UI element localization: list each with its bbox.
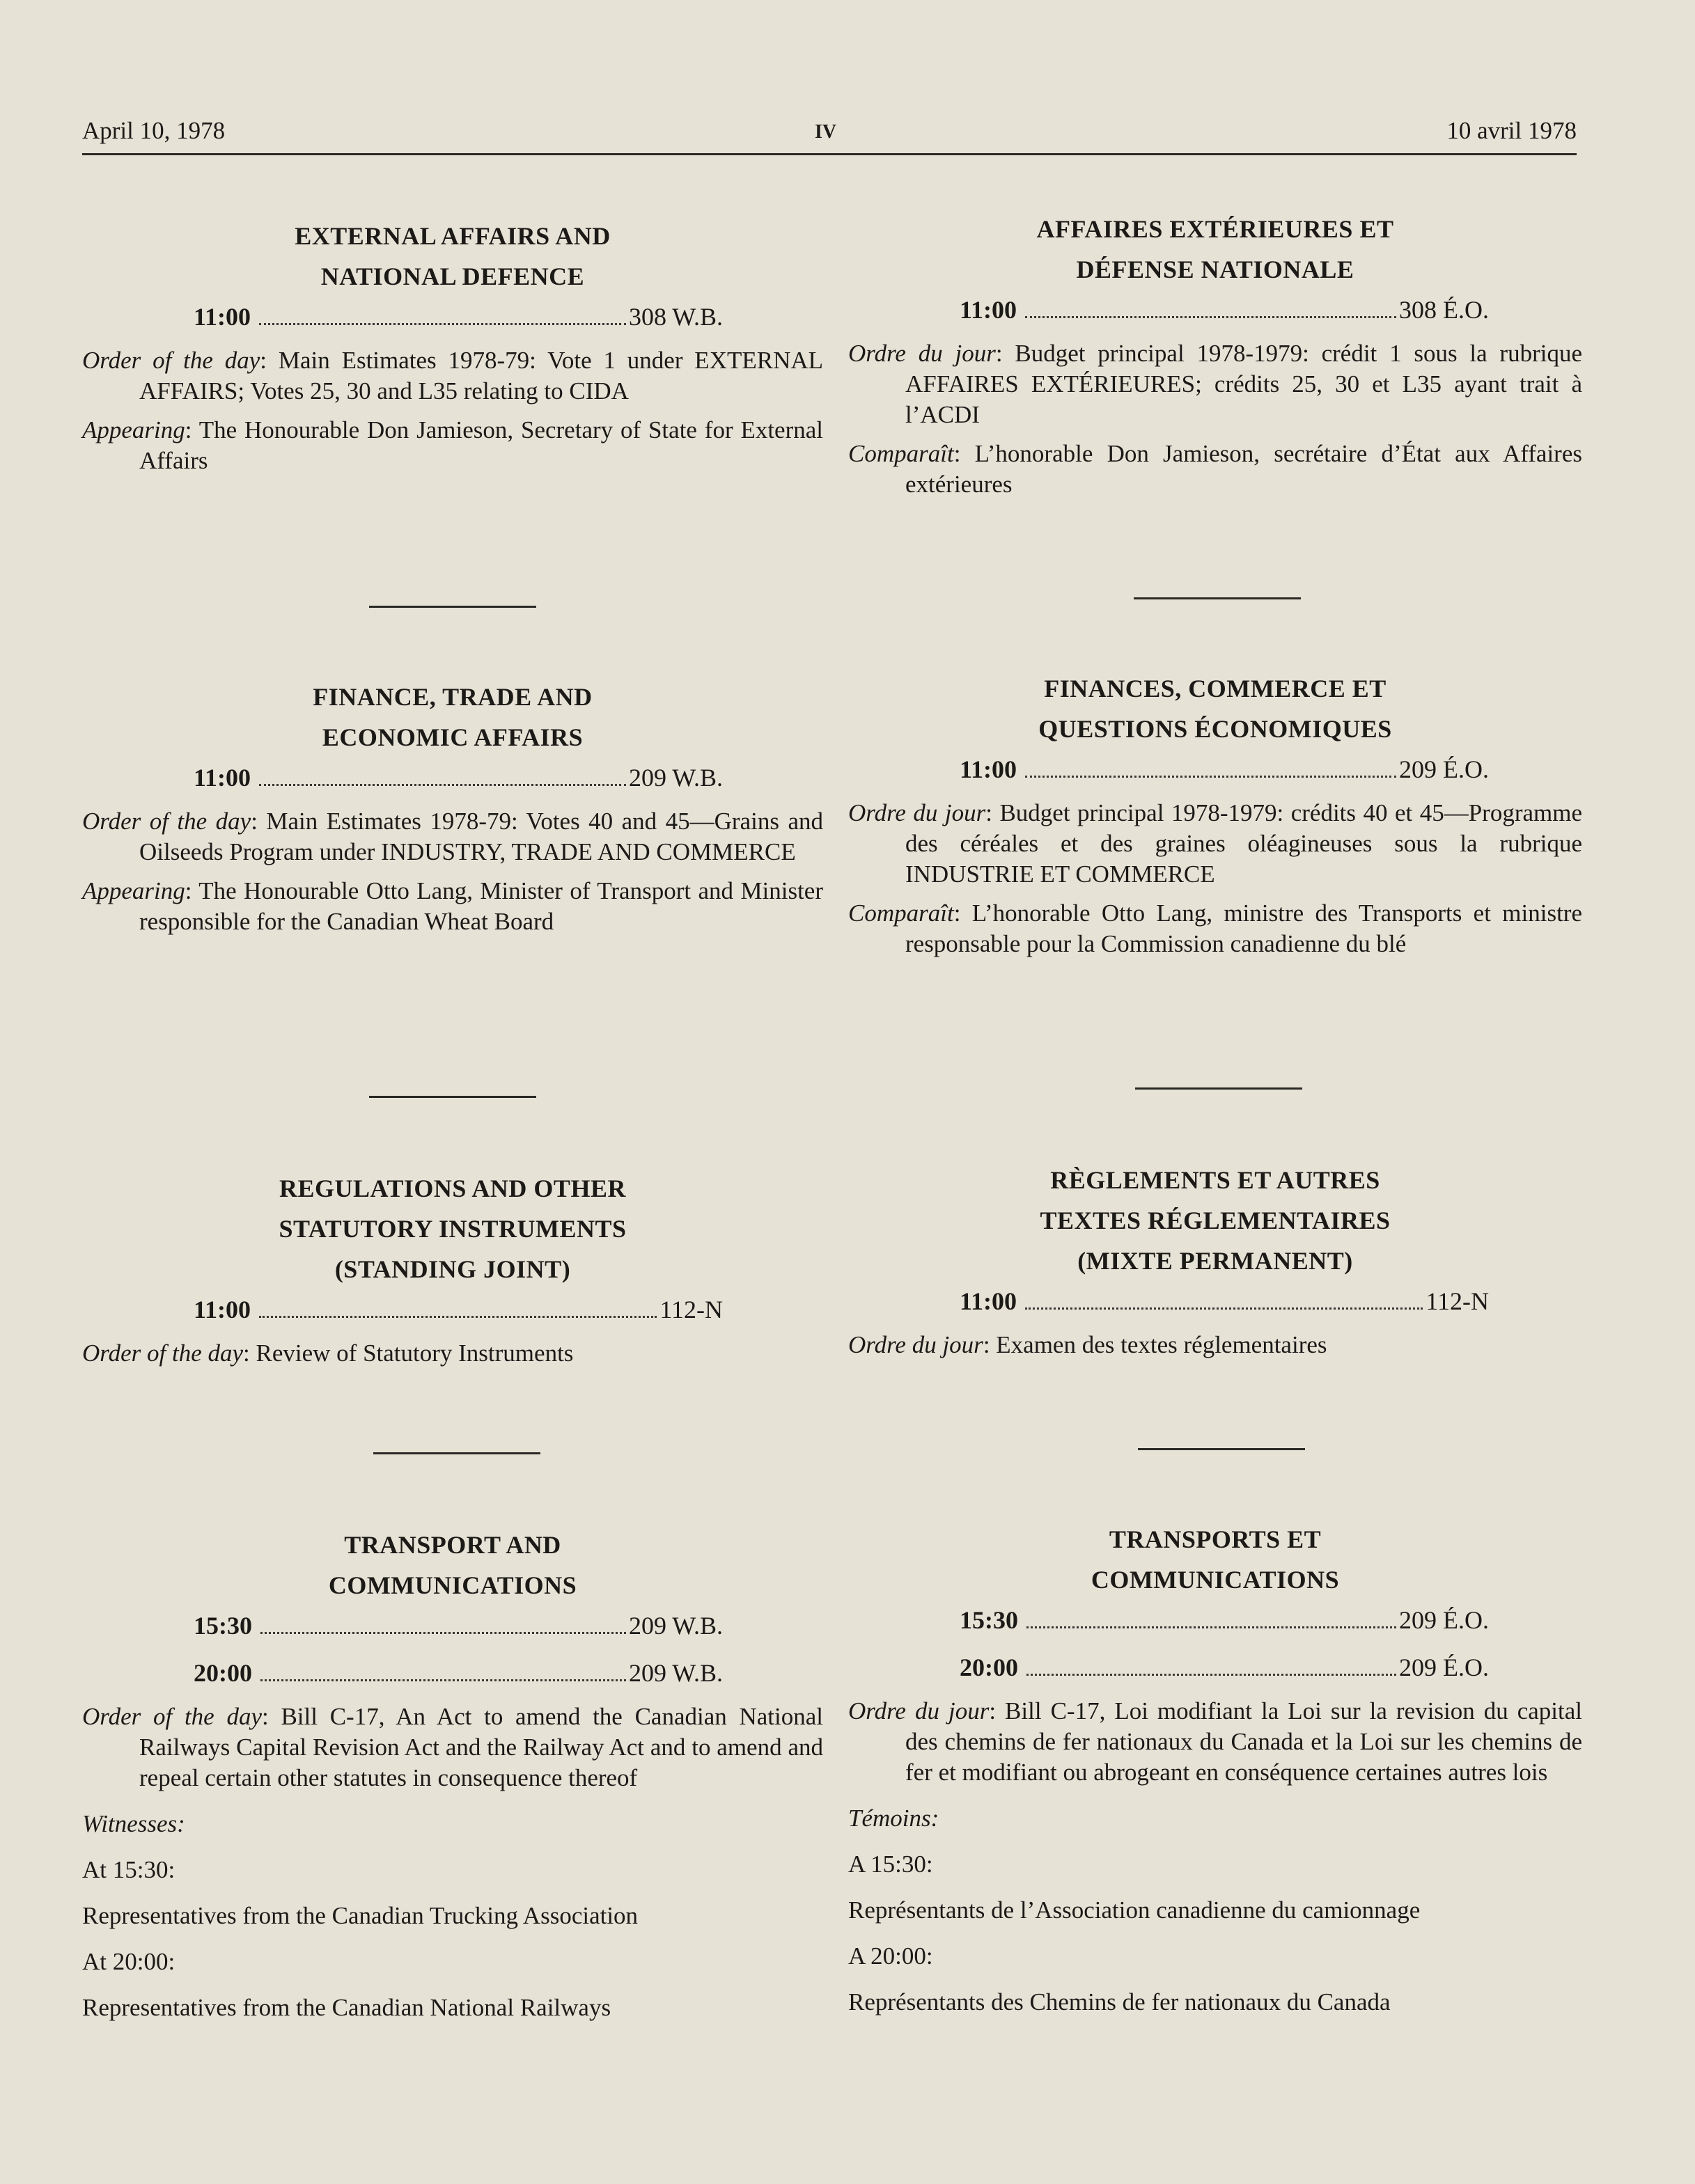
dot-leader — [260, 1632, 626, 1634]
order-text: : Main Estimates 1978-79: Vote 1 under EXTERNAL AFFAIRS; Votes 25, 30 and L35 relating to CIDA — [139, 347, 823, 404]
section-divider — [369, 606, 536, 608]
section-title: ECONOMIC AFFAIRS — [322, 723, 584, 751]
order-of-day — [848, 338, 1582, 430]
meeting-time-row — [194, 297, 723, 337]
section-divider — [1135, 1087, 1302, 1090]
meeting-time: 11:00 — [960, 1287, 1017, 1315]
order-label: Order of the day — [82, 1703, 262, 1730]
witness-entry: Représentants des Chemins de fer nationaux du Canada — [848, 1988, 1391, 2016]
header-date-english: April 10, 1978 — [82, 117, 226, 144]
witnesses-label: Témoins: — [848, 1805, 939, 1832]
meeting-room: 209 W.B. — [628, 1612, 723, 1640]
order-text: : Main Estimates 1978-79: Votes 40 and 45—Grains and Oilseeds Program under INDUSTRY, TRADE AND COMMERCE — [139, 808, 823, 865]
dot-leader — [259, 1316, 657, 1318]
appearing-label: Appearing — [82, 877, 185, 904]
dot-leader — [259, 784, 626, 786]
section-title: RÈGLEMENTS ET AUTRES — [1050, 1166, 1380, 1194]
meeting-time-row — [194, 1605, 723, 1646]
dot-leader — [1025, 776, 1396, 778]
order-text: : Budget principal 1978-1979: crédit 1 sous la rubrique AFFAIRES EXTÉRIEURES; crédits 25, 30 et L35 ayant trait à l’ACDI — [905, 340, 1582, 428]
section-divider — [369, 1096, 536, 1098]
section-title: FINANCE, TRADE AND — [313, 683, 593, 711]
meeting-time-row — [960, 1647, 1489, 1688]
section-title: FINANCES, COMMERCE ET — [1044, 675, 1387, 702]
section-external-affairs — [82, 216, 823, 476]
order-label: Ordre du jour — [848, 340, 996, 367]
meeting-time: 15:30 — [194, 1612, 252, 1640]
meeting-room: 112-N — [659, 1296, 723, 1323]
witness-entry: Representatives from the Canadian National Railways — [82, 1994, 611, 2021]
section-title: STATUTORY INSTRUMENTS — [279, 1215, 627, 1243]
section-finance — [82, 677, 823, 937]
section-title: TEXTES RÉGLEMENTAIRES — [1040, 1207, 1391, 1234]
section-title: COMMUNICATIONS — [328, 1571, 577, 1599]
appearing-text: : The Honourable Otto Lang, Minister of Transport and Minister responsible for the Canadian Wheat Board — [139, 877, 823, 935]
section-transports — [848, 1519, 1582, 2018]
order-label: Ordre du jour — [848, 1697, 990, 1725]
order-of-day — [82, 1338, 823, 1369]
appearing-label: Comparaît — [848, 899, 954, 927]
appearing — [82, 876, 823, 937]
meeting-time-row — [194, 1653, 723, 1693]
witness-time: At 20:00: — [82, 1948, 175, 1975]
appearing — [848, 439, 1582, 500]
dot-leader — [1026, 1626, 1396, 1628]
meeting-time: 11:00 — [960, 296, 1017, 324]
section-title: QUESTIONS ÉCONOMIQUES — [1038, 715, 1392, 743]
meeting-time-row — [960, 1281, 1489, 1321]
order-of-day — [848, 798, 1582, 890]
section-title: AFFAIRES EXTÉRIEURES ET — [1036, 215, 1394, 243]
meeting-time-row — [960, 1600, 1489, 1640]
witnesses-label: Witnesses: — [82, 1810, 185, 1837]
meeting-room: 209 É.O. — [1399, 1653, 1489, 1681]
order-of-day — [848, 1696, 1582, 1788]
meeting-time-row — [960, 290, 1489, 330]
appearing-text: : The Honourable Don Jamieson, Secretary of State for External Affairs — [139, 416, 823, 474]
section-title: (STANDING JOINT) — [334, 1255, 571, 1283]
meeting-room: 209 W.B. — [628, 1659, 723, 1687]
order-of-day — [848, 1330, 1582, 1360]
order-label: Ordre du jour — [848, 1331, 983, 1358]
page-number: IV — [815, 121, 837, 143]
meeting-time: 15:30 — [960, 1606, 1018, 1634]
meeting-room: 112-N — [1425, 1287, 1489, 1315]
section-title: EXTERNAL AFFAIRS AND — [295, 222, 611, 250]
meeting-room: 308 W.B. — [628, 303, 723, 331]
meeting-time: 11:00 — [194, 1296, 251, 1323]
appearing-text: : L’honorable Otto Lang, ministre des Transports et ministre responsable pour la Commission canadienne du blé — [905, 899, 1582, 957]
meeting-room: 308 É.O. — [1399, 296, 1489, 324]
meeting-time-row — [960, 749, 1489, 789]
header-date-french: 10 avril 1978 — [1446, 117, 1577, 144]
order-text: : Review of Statutory Instruments — [243, 1340, 574, 1367]
meeting-time: 11:00 — [194, 303, 251, 331]
appearing — [848, 898, 1582, 959]
dot-leader — [1025, 1307, 1423, 1310]
order-text: : Budget principal 1978-1979: crédits 40 et 45—Programme des céréales et des graines oléagineuses sous la rubrique INDUSTRIE ET COMMERCE — [905, 799, 1582, 888]
order-of-day — [82, 345, 823, 407]
meeting-time: 20:00 — [194, 1659, 252, 1687]
witness-entry: Representatives from the Canadian Trucking Association — [82, 1902, 639, 1929]
section-title: TRANSPORTS ET — [1109, 1525, 1322, 1553]
dot-leader — [1026, 1674, 1396, 1676]
appearing-label: Appearing — [82, 416, 185, 443]
witness-time: A 20:00: — [848, 1942, 933, 1970]
dot-leader — [1025, 316, 1396, 318]
section-title: TRANSPORT AND — [344, 1531, 561, 1559]
witness-time: A 15:30: — [848, 1851, 933, 1878]
witness-entry: Représentants de l’Association canadienne du camionnage — [848, 1896, 1421, 1924]
meeting-room: 209 É.O. — [1399, 755, 1489, 783]
order-label: Order of the day — [82, 347, 260, 374]
section-title: REGULATIONS AND OTHER — [279, 1175, 626, 1202]
appearing-label: Comparaît — [848, 440, 954, 467]
meeting-time: 20:00 — [960, 1653, 1018, 1681]
order-label: Order of the day — [82, 808, 251, 835]
page-header — [82, 117, 1577, 155]
order-label: Order of the day — [82, 1340, 244, 1367]
order-text: : Bill C-17, Loi modifiant la Loi sur la revision du capital des chemins de fer nationaux du Canada et la Loi sur les chemins de fer et modifiant ou abrogeant en conséquence certaines autres lois — [905, 1697, 1582, 1786]
section-divider — [1138, 1448, 1305, 1450]
section-divider — [373, 1452, 540, 1454]
meeting-time-row — [194, 757, 723, 798]
section-title: NATIONAL DEFENCE — [320, 262, 585, 290]
meeting-time: 11:00 — [194, 764, 251, 792]
meeting-time-row — [194, 1289, 723, 1330]
section-title: DÉFENSE NATIONALE — [1076, 256, 1354, 283]
section-finances — [848, 668, 1582, 959]
witness-time: At 15:30: — [82, 1856, 175, 1883]
section-title: (MIXTE PERMANENT) — [1077, 1247, 1353, 1275]
appearing — [82, 415, 823, 476]
section-affaires-exterieures — [848, 209, 1582, 500]
section-title: COMMUNICATIONS — [1091, 1566, 1340, 1594]
order-text: : Bill C-17, An Act to amend the Canadian National Railways Capital Revision Act and the Railway Act and to amend and repeal certain other statutes in consequence thereof — [139, 1703, 823, 1791]
order-text: : Examen des textes réglementaires — [983, 1331, 1327, 1358]
meeting-room: 209 É.O. — [1399, 1606, 1489, 1634]
section-reglements — [848, 1160, 1582, 1360]
order-of-day — [82, 1702, 823, 1793]
meeting-time: 11:00 — [960, 755, 1017, 783]
dot-leader — [259, 323, 626, 325]
dot-leader — [260, 1679, 626, 1681]
appearing-text: : L’honorable Don Jamieson, secrétaire d’État aux Affaires extérieures — [905, 440, 1582, 498]
order-label: Ordre du jour — [848, 799, 986, 826]
section-divider — [1134, 597, 1301, 599]
order-of-day — [82, 806, 823, 867]
meeting-room: 209 W.B. — [628, 764, 723, 792]
section-regulations — [82, 1168, 823, 1369]
section-transport — [82, 1525, 823, 2023]
